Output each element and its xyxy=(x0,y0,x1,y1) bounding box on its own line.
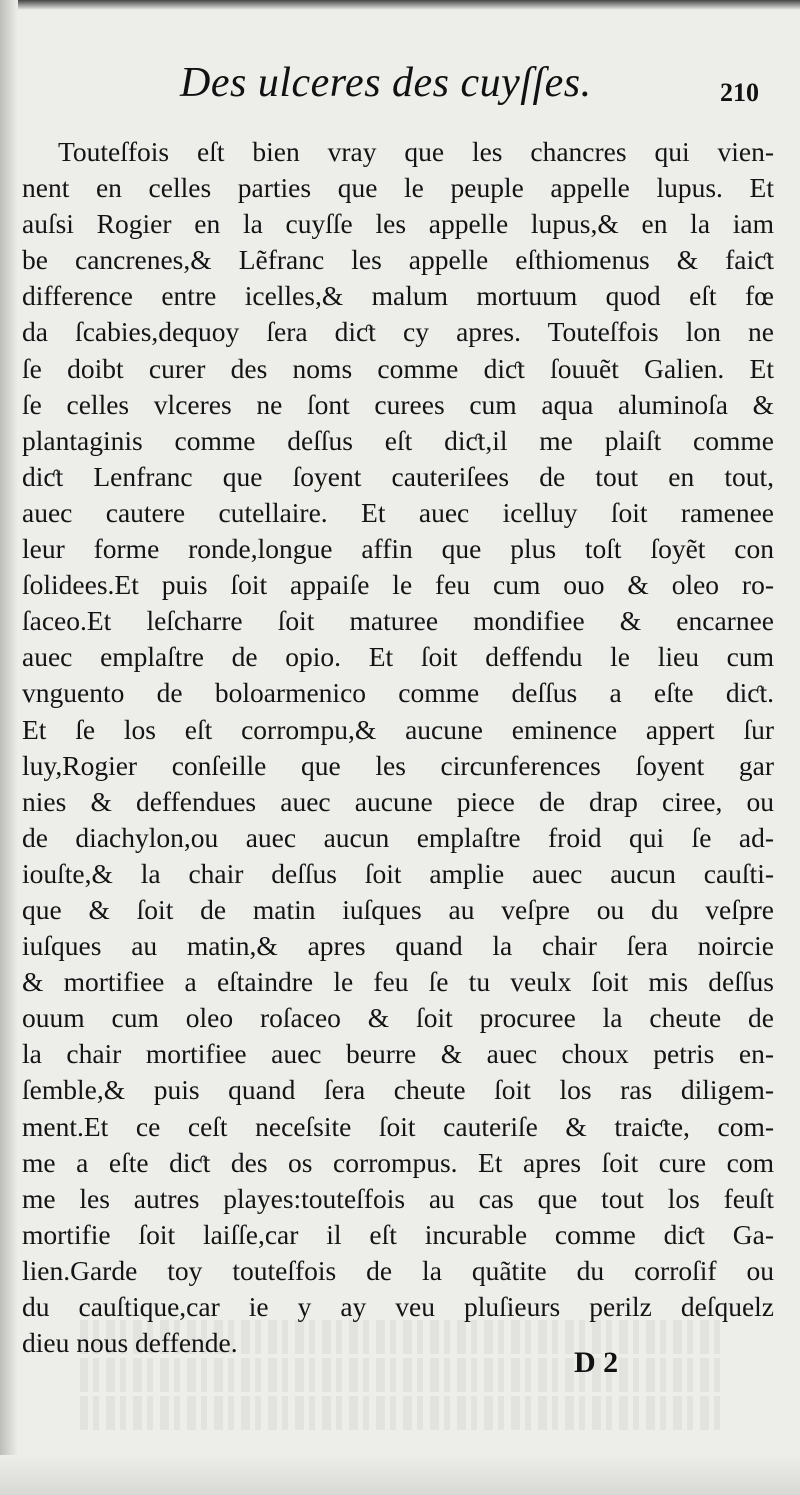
text-line: leur forme ronde,longue affin que plus toſt ſoyẽt con xyxy=(22,533,774,565)
page-bottom-edge xyxy=(0,1455,800,1495)
text-line: diƈt Lenfranc que ſoyent cauteriſees de tout en tout, xyxy=(22,460,774,492)
text-line: ſaceo.Et leſcharre ſoit maturee mondifiee & encarnee xyxy=(22,605,774,637)
text-line: ſolidees.Et puis ſoit appaiſe le feu cum ouo & oleo ro- xyxy=(22,569,774,601)
text-line: que & ſoit de matin iuſques au veſpre ou du veſpre xyxy=(22,893,774,925)
text-line: luy,Rogier conſeille que les circunferences ſoyent gar xyxy=(22,749,774,781)
text-line: Touteſfois eſt bien vray que les chancres qui vien- xyxy=(58,136,774,167)
text-line: iouſte,& la chair deſſus ſoit amplie auec aucun cauſti- xyxy=(22,857,774,889)
body-text xyxy=(22,134,774,1361)
text-line: & mortifiee a eſtaindre le feu ſe tu veulx ſoit mis deſſus xyxy=(22,966,774,998)
text-line: be cancrenes,& Lẽfranc les appelle eſthiomenus & faiƈt xyxy=(22,244,774,276)
text-line: ſe celles vlceres ne ſont curees cum aqua aluminoſa & xyxy=(22,388,774,420)
signature-mark: D 2 xyxy=(574,1346,619,1379)
page-header xyxy=(0,58,800,118)
text-line: auſsi Rogier en la cuyſſe les appelle lupus,& en la iam xyxy=(22,208,774,240)
text-line: ment.Et ce ceſt neceſsite ſoit cauteriſe & traiƈte, com- xyxy=(22,1110,774,1142)
text-line: nies & deffendues auec aucune piece de drap ciree, ou xyxy=(22,785,774,817)
text-line: du cauſtique,car ie y ay veu pluſieurs perilz deſquelz xyxy=(22,1291,774,1322)
text-line: ſe doibt curer des noms comme diƈt ſouuẽt Galien. Et xyxy=(22,352,774,384)
text-line: ouum cum oleo roſaceo & ſoit procuree la cheute de xyxy=(22,1002,774,1034)
text-line: plantaginis comme deſſus eſt diƈt,il me plaiſt comme xyxy=(22,424,774,456)
text-line: iuſques au matin,& apres quand la chair ſera noircie xyxy=(22,930,774,962)
text-line: de diachylon,ou auec aucun emplaſtre froid qui ſe ad- xyxy=(22,821,774,853)
text-line: mortifie ſoit laiſſe,car il eſt incurable comme diƈt Ga- xyxy=(22,1218,774,1250)
text-line: ſemble,& puis quand ſera cheute ſoit los ras diligem- xyxy=(22,1074,774,1106)
text-line: auec emplaſtre de opio. Et ſoit deffendu le lieu cum xyxy=(22,641,774,673)
text-line: Et ſe los eſt corrompu,& aucune eminence appert ſur xyxy=(22,713,774,745)
page-number: 210 xyxy=(720,78,759,107)
text-line-last: dieu nous deffende. xyxy=(22,1327,238,1359)
text-line: auec cautere cutellaire. Et auec icelluy ſoit ramenee xyxy=(22,496,774,528)
page-top-shadow xyxy=(0,0,800,10)
text-line: la chair mortifiee auec beurre & auec choux petris en- xyxy=(22,1038,774,1070)
text-line: lien.Garde toy touteſfois de la quãtite du corroſif ou xyxy=(22,1254,774,1286)
text-line: nent en celles parties que le peuple appelle lupus. Et xyxy=(22,172,774,204)
running-title: Des ulceres des cuyſſes. xyxy=(180,60,592,106)
text-line: da ſcabies,dequoy ſera diƈt cy apres. Touteſfois lon ne xyxy=(22,316,774,348)
text-line: difference entre icelles,& malum mortuum quod eſt fœ xyxy=(22,280,774,312)
text-line: vnguento de boloarmenico comme deſſus a eſte diƈt. xyxy=(22,677,774,709)
text-line: me les autres playes:touteſfois au cas que tout los feuſt xyxy=(22,1182,774,1214)
page-gutter-shadow xyxy=(0,0,18,1495)
text-line: me a eſte diƈt des os corrompus. Et apres ſoit cure com xyxy=(22,1146,774,1178)
